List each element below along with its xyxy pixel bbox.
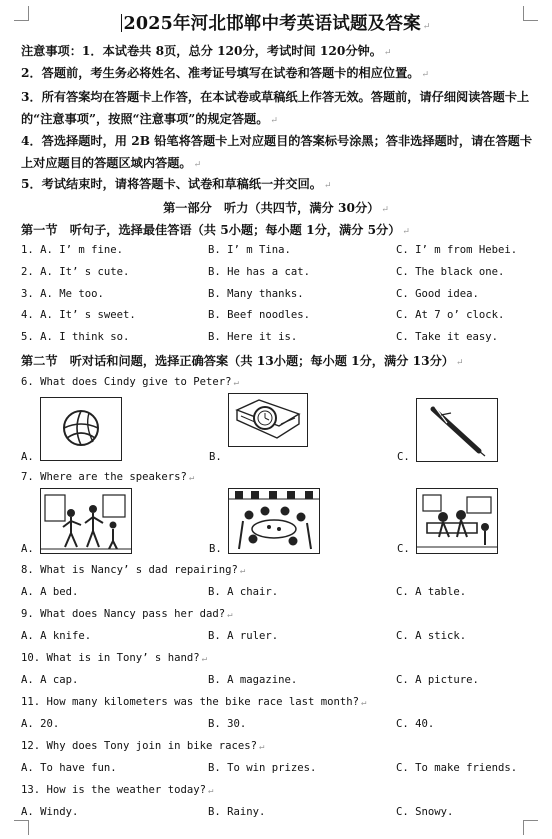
question-row-1 (21, 244, 536, 260)
question-row-3 (21, 288, 536, 304)
crop-mark-bottom-right (523, 820, 538, 835)
option-5a: 5. A. I think so. (21, 331, 130, 343)
option-2a: 2. A. It’ s cute. (21, 266, 130, 278)
q7-label-b: B. (209, 543, 222, 555)
question-9: 9. What does Nancy pass her dad? ↵ (21, 608, 233, 620)
notice-5: 5．考试结束时，请将答题卡、试卷和草稿纸一并交回。 ↵ (21, 177, 332, 191)
option-9c: C. A stick. (396, 630, 467, 642)
notice-3: 3．所有答案均在答题卡上作答，在本试卷或草稿纸上作答无效。答题前，请仔细阅读答题卡上的“注意事项”，按照“注意事项”的规定答题。 ↵ (21, 90, 530, 126)
option-1c: C. I’ m from Hebei. (396, 244, 518, 256)
option-4a: 4. A. It’ s sweet. (21, 309, 136, 321)
notice-4: 4．答选择题时，用 2B 铅笔将答题卡上对应题目的答案标号涂黑；答非选择题时，请在答题卡上对应题目的答题区域内答题。 ↵ (21, 134, 533, 170)
option-4b: B. Beef noodles. (208, 309, 311, 321)
question-12: 12. Why does Tony join in bike races? ↵ (21, 740, 265, 752)
option-8a: A. A bed. (21, 586, 79, 598)
option-2b: B. He has a cat. (208, 266, 311, 278)
option-11a: A. 20. (21, 718, 60, 730)
q6-label-a: A. (21, 451, 34, 463)
volleyball-picture (40, 397, 122, 461)
pen-picture (416, 398, 498, 462)
option-8c: C. A table. (396, 586, 467, 598)
q6-label-c: C. (397, 451, 410, 463)
q6-label-b: B. (209, 451, 222, 463)
crop-mark-bottom-left (14, 820, 29, 835)
notice-2: 2．答题前，考生务必将姓名、准考证号填写在试卷和答题卡的相应位置。 ↵ (21, 66, 430, 80)
option-2c: C. The black one. (396, 266, 505, 278)
option-11c: C. 40. (396, 718, 435, 730)
title-text: 2025年河北邯郸中考英语试题及答案 (123, 14, 421, 34)
option-11b: B. 30. (208, 718, 247, 730)
options-row-11 (21, 718, 536, 734)
document-title: 2025年河北邯郸中考英语试题及答案 ↵ (123, 14, 431, 34)
q7-label-a: A. (21, 543, 34, 555)
option-4c: C. At 7 o’ clock. (396, 309, 505, 321)
option-3c: C. Good idea. (396, 288, 479, 300)
option-8b: B. A chair. (208, 586, 279, 598)
living-room-scene-picture (416, 488, 498, 554)
gym-scene-picture (40, 488, 132, 554)
question-10: 10. What is in Tony’ s hand? ↵ (21, 652, 208, 664)
watch-picture (228, 393, 308, 447)
options-row-10 (21, 674, 536, 690)
question-row-4 (21, 309, 536, 325)
option-10b: B. A magazine. (208, 674, 298, 686)
question-row-2 (21, 266, 536, 282)
question-8: 8. What is Nancy’ s dad repairing? ↵ (21, 564, 246, 576)
section-two-heading: 第二节 听对话和问题，选择正确答案（共 13小题；每小题 1分，满分 13分） ↵ (21, 354, 464, 368)
options-row-9 (21, 630, 536, 646)
option-12a: A. To have fun. (21, 762, 117, 774)
q7-label-c: C. (397, 543, 410, 555)
notice-1: 注意事项：1．本试卷共 8页，总分 120分，考试时间 120分钟。 ↵ (21, 44, 392, 58)
question-11: 11. How many kilometers was the bike race last month? ↵ (21, 696, 367, 708)
option-1b: B. I’ m Tina. (208, 244, 291, 256)
option-1a: 1. A. I’ m fine. (21, 244, 124, 256)
question-13: 13. How is the weather today? ↵ (21, 784, 214, 796)
option-12c: C. To make friends. (396, 762, 518, 774)
options-row-13 (21, 806, 536, 822)
option-13a: A. Windy. (21, 806, 79, 818)
option-3b: B. Many thanks. (208, 288, 304, 300)
option-5c: C. Take it easy. (396, 331, 499, 343)
question-6: 6. What does Cindy give to Peter? ↵ (21, 376, 239, 388)
options-row-8 (21, 586, 536, 602)
option-3a: 3. A. Me too. (21, 288, 104, 300)
option-13b: B. Rainy. (208, 806, 266, 818)
option-10a: A. A cap. (21, 674, 79, 686)
option-5b: B. Here it is. (208, 331, 298, 343)
option-9b: B. A ruler. (208, 630, 279, 642)
option-10c: C. A picture. (396, 674, 479, 686)
option-13c: C. Snowy. (396, 806, 454, 818)
options-row-12 (21, 762, 536, 778)
section-one-heading: 第一节 听句子，选择最佳答语（共 5小题；每小题 1分，满分 5分） ↵ (21, 223, 410, 237)
option-9a: A. A knife. (21, 630, 92, 642)
question-7: 7. Where are the speakers? ↵ (21, 471, 195, 483)
part-one-heading: 第一部分 听力（共四节，满分 30分） ↵ (163, 201, 389, 215)
option-12b: B. To win prizes. (208, 762, 317, 774)
dining-scene-picture (228, 488, 320, 554)
question-row-5 (21, 331, 536, 347)
